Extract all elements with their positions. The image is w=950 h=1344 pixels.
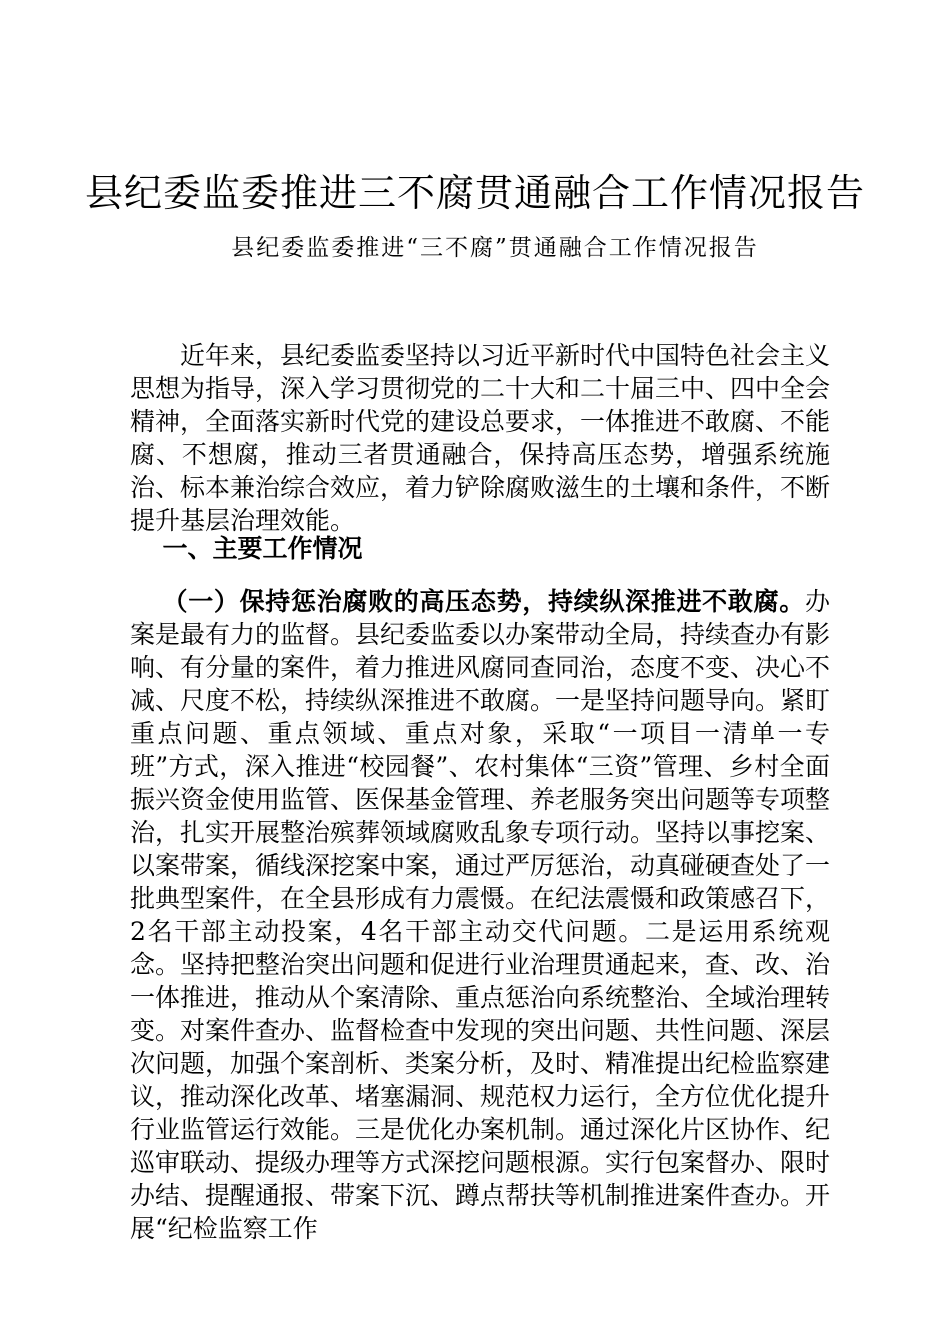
document-subtitle: 县纪委监委推进“三不腐”贯通融合工作情况报告 [231,235,759,261]
intro-paragraph: 近年来，县纪委监委坚持以习近平新时代中国特色社会主义思想为指导，深入学习贯彻党的二十大和二十届三中、四中全会精神，全面落实新时代党的建设总要求，一体推进不敢腐、不能腐、不想腐，推动三者贯通融合，保持高压态势，增强系统施治、标本兼治综合效应，着力铲除腐败滋生的土壤和条件，不断提升基层治理效能。 [130,341,831,535]
section-heading-main-work: 一、主要工作情况 [162,534,363,563]
subsection-paragraph-1 [130,585,830,1245]
subsection-body-text: 办案是最有力的监督。县纪委监委以办案带动全局，持续查办有影响、有分量的案件，着力推进风腐同查同治，态度不变、决心不减、尺度不松，持续纵深推进不敢腐。一是坚持问题导向。紧盯重点问题、重点领域、重点对象，采取“一项目一清单一专班”方式，深入推进“校园餐”、农村集体“三资”管理、乡村全面振兴资金使用监管、医保基金管理、养老服务突出问题等专项整治，扎实开展整治殡葬领域腐败乱象专项行动。坚持以事挖案、以案带案，循线深挖案中案，通过严厉惩治，动真碰硬查处了一批典型案件，在全县形成有力震慑。在纪法震慑和政策感召下，2名干部主动投案，4名干部主动交代问题。二是运用系统观念。坚持把整治突出问题和促进行业治理贯通起来，查、改、治一体推进，推动从个案清除、重点惩治向系统整治、全域治理转变。对案件查办、监督检查中发现的突出问题、共性问题、深层次问题，加强个案剖析、类案分析，及时、精准提出纪检监察建议，推动深化改革、堵塞漏洞、规范权力运行，全方位优化提升行业监管运行效能。三是优化办案机制。通过深化片区协作、纪巡审联动、提级办理等方式深挖问题根源。实行包案督办、限时办结、提醒通报、带案下沉、蹲点帮扶等机制推进案件查办。开展“纪检监察工作 [130,587,831,1243]
subsection-lead-heading: （一）保持惩治腐败的高压态势，持续纵深推进不敢腐。 [162,587,805,616]
document-title: 县纪委监委推进三不腐贯通融合工作情况报告 [84,171,865,215]
